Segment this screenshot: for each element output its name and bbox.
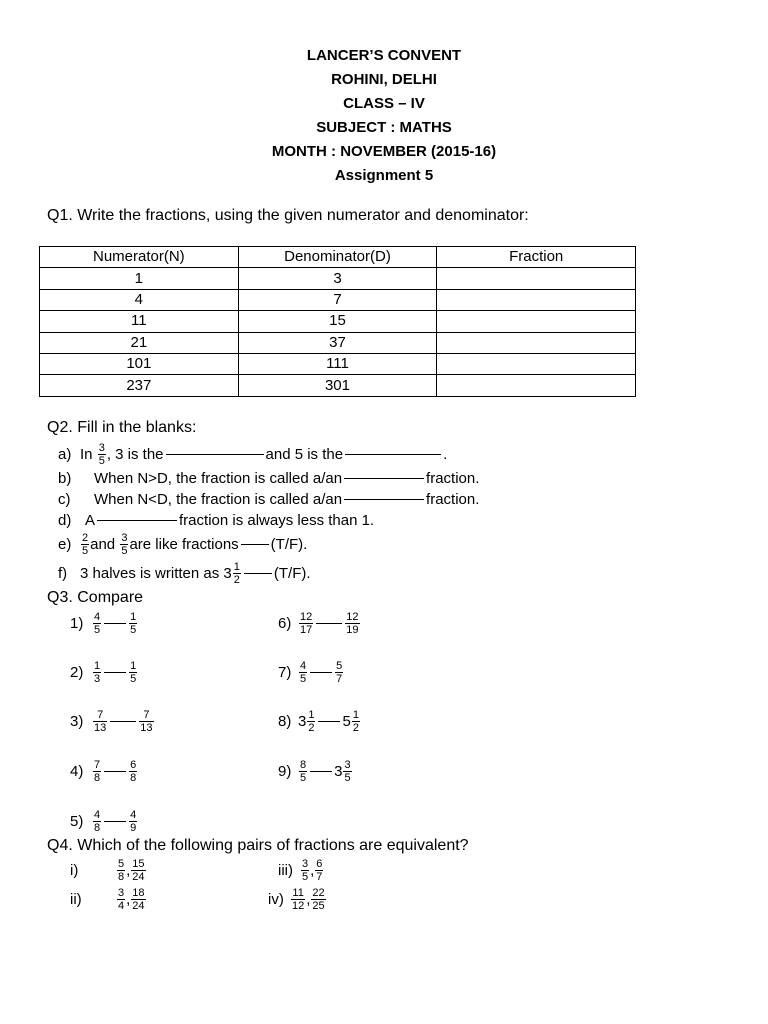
school-name: LANCER’S CONVENT (306, 47, 462, 64)
item-label: ii) (70, 890, 82, 908)
denominator: 5 (344, 771, 351, 784)
denominator: 7 (316, 870, 323, 883)
numerator: 7 (94, 758, 101, 771)
item-label: 9) (278, 762, 292, 780)
item-label: e) (58, 535, 72, 553)
q3-title: Q3. Compare (47, 589, 144, 606)
equivalent-item-i (70, 856, 147, 884)
numerator: 12 (346, 610, 359, 623)
q2-item-e (58, 530, 307, 558)
numerator: 4 (94, 808, 101, 821)
answer-blank[interactable] (345, 453, 441, 455)
denominator: 4 (118, 899, 125, 912)
answer-blank[interactable] (97, 519, 177, 521)
table-cell: 37 (238, 332, 437, 353)
table-row (40, 311, 636, 332)
q1-title: Q1. Write the fractions, using the given numerator and denominator: (47, 207, 529, 224)
compare-blank[interactable] (310, 672, 332, 673)
item-label: b) (58, 469, 72, 487)
fraction (93, 709, 107, 734)
table-cell: 1 (40, 268, 239, 289)
table-row (40, 375, 636, 396)
q2-item-d (58, 510, 374, 530)
numerator: 18 (132, 886, 145, 899)
fraction-table (39, 246, 636, 397)
denominator: 2 (233, 573, 240, 586)
denominator: 5 (130, 623, 137, 636)
denominator: 25 (312, 899, 325, 912)
compare-blank[interactable] (104, 821, 126, 822)
item-text: are like fractions (129, 535, 239, 553)
item-label: 5) (70, 812, 84, 830)
separator: , (126, 861, 131, 879)
fraction (233, 561, 241, 586)
assignment-title: Assignment 5 (334, 167, 434, 184)
numerator: 3 (121, 531, 128, 544)
denominator: 5 (98, 454, 105, 467)
numerator: 15 (132, 857, 145, 870)
school-location: ROHINI, DELHI (331, 71, 437, 88)
fraction (117, 887, 125, 912)
fraction (129, 809, 137, 834)
whole-number: 3 (334, 762, 343, 780)
fraction (307, 709, 315, 734)
compare-item-4 (70, 756, 138, 786)
numerator: 7 (143, 708, 150, 721)
numerator: 6 (316, 857, 323, 870)
table-cell: 15 (238, 311, 437, 332)
answer-cell[interactable] (437, 268, 636, 289)
document-header (0, 44, 768, 188)
numerator: 1 (94, 659, 101, 672)
fraction (131, 858, 145, 883)
numerator: 1 (130, 610, 137, 623)
answer-cell[interactable] (437, 311, 636, 332)
item-label: i) (70, 861, 79, 879)
compare-blank[interactable] (318, 721, 340, 722)
item-label: iv) (268, 890, 284, 908)
denominator: 17 (300, 623, 313, 636)
item-label: iii) (278, 861, 293, 879)
item-label: 6) (278, 614, 292, 632)
denominator: 5 (121, 544, 128, 557)
item-text: In (80, 445, 93, 463)
table-cell: 101 (40, 353, 239, 374)
item-text: A (85, 511, 96, 529)
table-cell: 237 (40, 375, 239, 396)
item-text: and (90, 535, 116, 553)
item-label: 1) (70, 614, 84, 632)
equivalent-item-ii (70, 885, 147, 913)
table-cell: 301 (238, 375, 437, 396)
item-text: fraction is always less than 1. (179, 511, 375, 529)
item-label: a) (58, 445, 72, 463)
item-text: , 3 is the (106, 445, 164, 463)
separator: , (310, 861, 315, 879)
q2-item-f (58, 559, 311, 587)
item-text: fraction. (426, 469, 480, 487)
column-header: Numerator(N) (40, 247, 239, 268)
numerator: 6 (130, 758, 137, 771)
denominator: 5 (94, 623, 101, 636)
item-label: 2) (70, 663, 84, 681)
denominator: 13 (140, 721, 153, 734)
fraction (120, 532, 128, 557)
numerator: 5 (118, 857, 125, 870)
fraction (352, 709, 360, 734)
compare-blank[interactable] (104, 672, 126, 673)
denominator: 5 (300, 771, 307, 784)
compare-blank[interactable] (316, 623, 342, 624)
q4-title: Q4. Which of the following pairs of fractions are equivalent? (47, 837, 469, 854)
whole-number: 5 (342, 712, 351, 730)
fraction (93, 759, 101, 784)
q2-item-c (58, 489, 479, 509)
fraction (301, 858, 309, 883)
numerator: 4 (94, 610, 101, 623)
denominator: 24 (132, 899, 145, 912)
answer-blank[interactable] (241, 543, 269, 545)
answer-blank[interactable] (166, 453, 264, 455)
denominator: 2 (308, 721, 315, 734)
item-text: (T/F). (273, 564, 311, 582)
numerator: 3 (302, 857, 309, 870)
item-text: fraction. (426, 490, 480, 508)
table-header-row (40, 247, 636, 268)
fraction (93, 660, 101, 685)
fraction (315, 858, 323, 883)
q2-item-b (58, 468, 479, 488)
numerator: 1 (233, 560, 240, 573)
denominator: 2 (352, 721, 359, 734)
fraction (129, 759, 137, 784)
item-label: d) (58, 511, 72, 529)
denominator: 5 (130, 672, 137, 685)
compare-blank[interactable] (310, 771, 332, 772)
fraction (299, 759, 307, 784)
denominator: 7 (336, 672, 343, 685)
table-row (40, 353, 636, 374)
column-header: Denominator(D) (238, 247, 437, 268)
denominator: 5 (302, 870, 309, 883)
fraction (117, 858, 125, 883)
month-label: MONTH : NOVEMBER (2015-16) (271, 143, 497, 160)
table-cell: 11 (40, 311, 239, 332)
fraction (93, 809, 101, 834)
numerator: 1 (308, 708, 315, 721)
item-label: 4) (70, 762, 84, 780)
fraction (98, 442, 106, 467)
compare-item-1 (70, 608, 138, 638)
compare-blank[interactable] (104, 623, 126, 624)
answer-blank[interactable] (344, 498, 424, 500)
numerator: 2 (82, 531, 89, 544)
compare-item-3 (70, 706, 155, 736)
denominator: 9 (130, 821, 137, 834)
fraction (299, 611, 313, 636)
fraction (335, 660, 343, 685)
numerator: 4 (130, 808, 137, 821)
fraction (299, 660, 307, 685)
equivalent-item-iii (278, 856, 324, 884)
compare-blank[interactable] (110, 721, 136, 722)
q2-item-a (58, 440, 447, 468)
item-text: When N<D, the fraction is called a/an (94, 490, 343, 508)
numerator: 5 (336, 659, 343, 672)
denominator: 8 (118, 870, 125, 883)
fraction (129, 660, 137, 685)
fraction (131, 887, 145, 912)
numerator: 22 (312, 886, 325, 899)
equivalent-item-iv (268, 885, 327, 913)
item-label: 8) (278, 712, 292, 730)
item-label: f) (58, 564, 68, 582)
table-row (40, 332, 636, 353)
numerator: 1 (130, 659, 137, 672)
table-row (40, 268, 636, 289)
separator: , (306, 890, 311, 908)
item-text: and 5 is the (265, 445, 344, 463)
q2-title: Q2. Fill in the blanks: (47, 419, 197, 436)
separator: , (126, 890, 131, 908)
denominator: 13 (94, 721, 107, 734)
answer-blank[interactable] (244, 572, 272, 574)
denominator: 24 (132, 870, 145, 883)
numerator: 8 (300, 758, 307, 771)
denominator: 5 (300, 672, 307, 685)
fraction (343, 759, 351, 784)
denominator: 5 (82, 544, 89, 557)
numerator: 3 (344, 758, 351, 771)
item-text: . (443, 445, 448, 463)
table-cell: 21 (40, 332, 239, 353)
answer-blank[interactable] (344, 477, 424, 479)
compare-item-2 (70, 657, 138, 687)
item-label: c) (58, 490, 71, 508)
fraction (345, 611, 359, 636)
whole-number: 3 (298, 712, 307, 730)
answer-cell[interactable] (437, 332, 636, 353)
table-cell: 3 (238, 268, 437, 289)
denominator: 8 (130, 771, 137, 784)
denominator: 19 (346, 623, 359, 636)
item-text: When N>D, the fraction is called a/an (94, 469, 343, 487)
answer-cell[interactable] (437, 375, 636, 396)
item-text: 3 halves is written as 3 (80, 564, 232, 582)
table-cell: 7 (238, 289, 437, 310)
table-cell: 111 (238, 353, 437, 374)
compare-item-6 (278, 608, 361, 638)
fraction (311, 887, 325, 912)
denominator: 8 (94, 771, 101, 784)
numerator: 3 (98, 441, 105, 454)
item-text: (T/F). (270, 535, 308, 553)
compare-blank[interactable] (104, 771, 126, 772)
fraction (129, 611, 137, 636)
fraction (139, 709, 153, 734)
compare-item-8 (278, 706, 361, 736)
class-label: CLASS – IV (343, 95, 425, 112)
numerator: 3 (118, 886, 125, 899)
numerator: 4 (300, 659, 307, 672)
numerator: 11 (292, 886, 304, 899)
table-row (40, 289, 636, 310)
fraction (81, 532, 89, 557)
answer-cell[interactable] (437, 353, 636, 374)
numerator: 12 (300, 610, 313, 623)
subject-label: SUBJECT : MATHS (316, 119, 452, 136)
compare-item-7 (278, 657, 344, 687)
compare-item-5 (70, 806, 138, 836)
denominator: 8 (94, 821, 101, 834)
table-cell: 4 (40, 289, 239, 310)
answer-cell[interactable] (437, 289, 636, 310)
column-header: Fraction (437, 247, 636, 268)
numerator: 1 (352, 708, 359, 721)
item-label: 3) (70, 712, 84, 730)
fraction (291, 887, 305, 912)
fraction (93, 611, 101, 636)
compare-item-9 (278, 756, 353, 786)
item-label: 7) (278, 663, 292, 681)
numerator: 7 (97, 708, 104, 721)
denominator: 3 (94, 672, 101, 685)
denominator: 12 (292, 899, 305, 912)
